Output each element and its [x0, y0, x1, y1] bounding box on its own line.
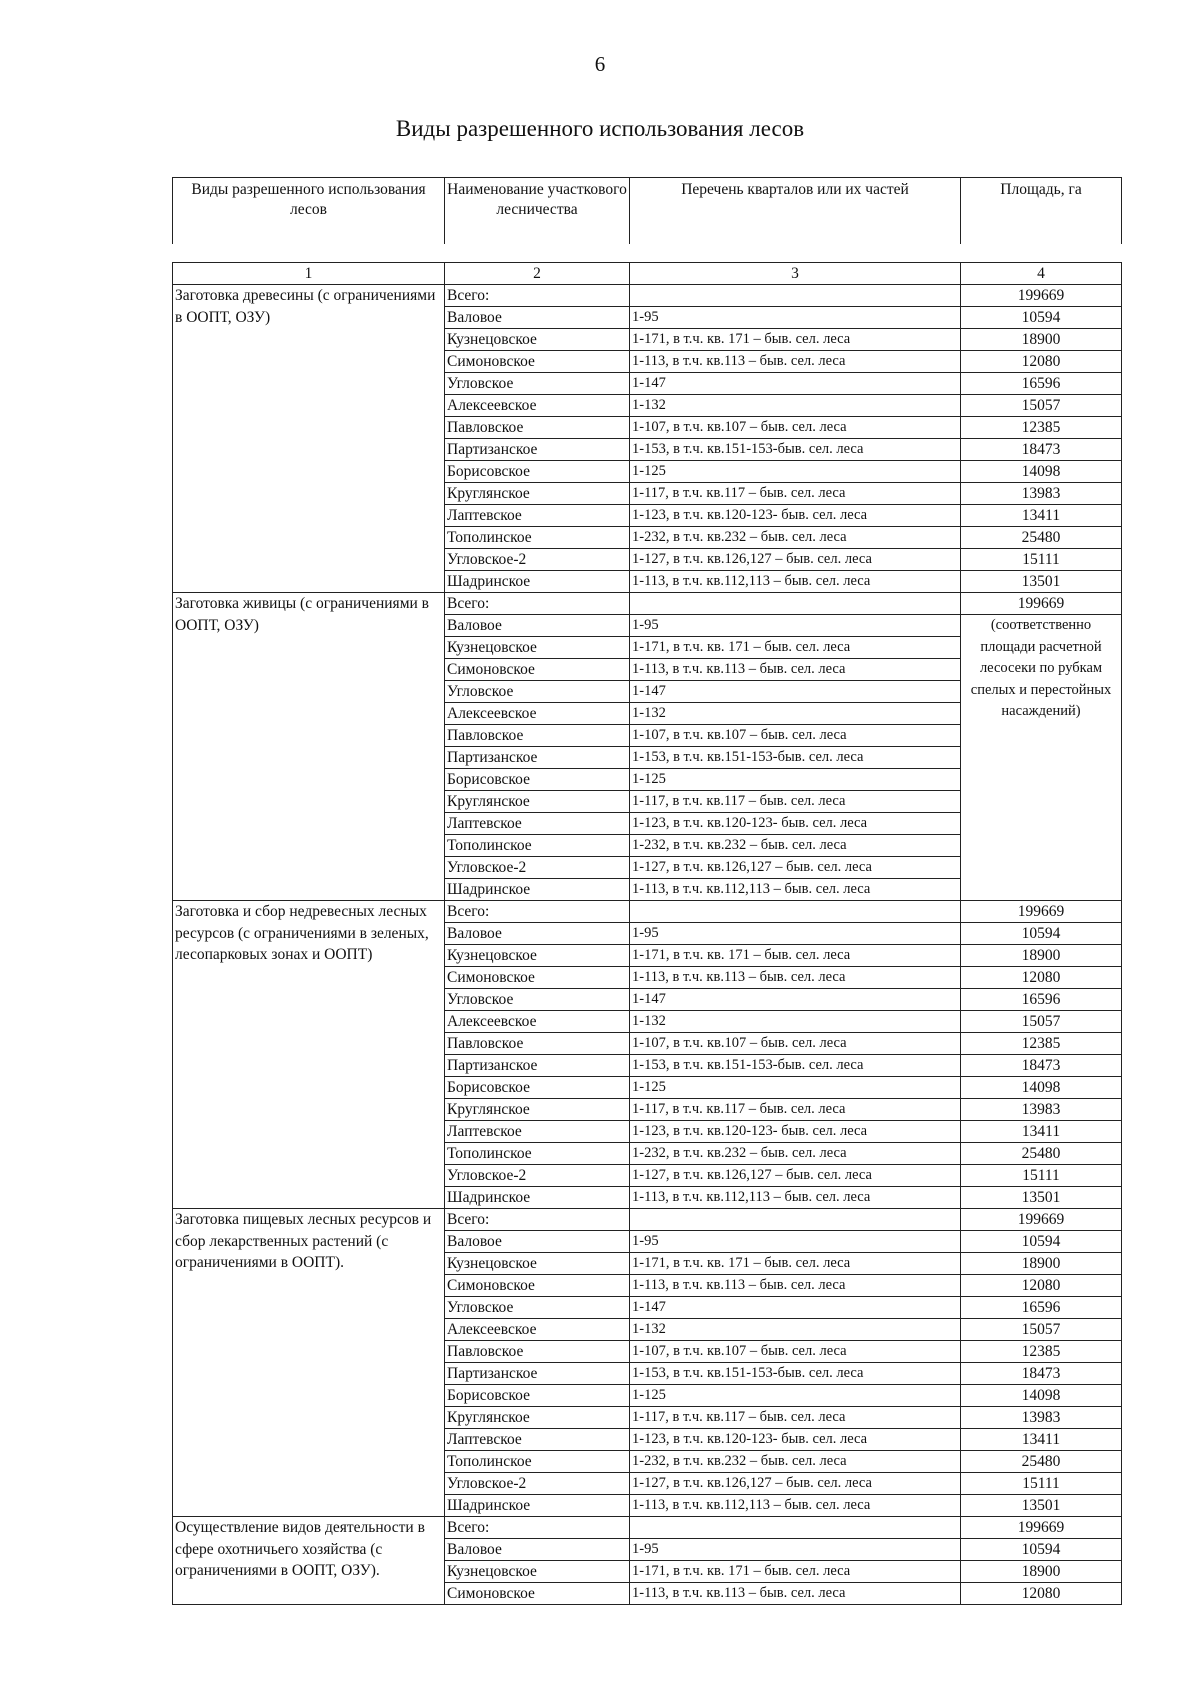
forestry-cell: Партизанское: [445, 747, 630, 769]
quarters-cell: 1-125: [630, 461, 961, 483]
forestry-cell: Кузнецовское: [445, 637, 630, 659]
column-number: 4: [961, 263, 1122, 285]
usage-type-cell: Заготовка пищевых лесных ресурсов и сбор лекарственных растений (с ограничениями в ООПТ).: [173, 1209, 445, 1517]
usage-type-cell: Заготовка древесины (с ограничениями в ООПТ, ОЗУ): [173, 285, 445, 593]
quarters-cell: 1-95: [630, 1539, 961, 1561]
area-cell: 10594: [961, 1539, 1122, 1561]
quarters-cell: 1-127, в т.ч. кв.126,127 – быв. сел. леса: [630, 1165, 961, 1187]
area-cell: 199669: [961, 1517, 1122, 1539]
forestry-cell: Лаптевское: [445, 1121, 630, 1143]
table-row-total: [173, 901, 1122, 923]
forestry-cell: Лаптевское: [445, 813, 630, 835]
forestry-cell: Борисовское: [445, 769, 630, 791]
quarters-cell: 1-153, в т.ч. кв.151-153-быв. сел. леса: [630, 1055, 961, 1077]
area-cell: 16596: [961, 373, 1122, 395]
header-quarters: Перечень кварталов или их частей: [630, 178, 961, 245]
forestry-cell: Шадринское: [445, 1187, 630, 1209]
quarters-cell: [630, 1517, 961, 1539]
quarters-cell: [630, 285, 961, 307]
area-cell: 199669: [961, 285, 1122, 307]
quarters-cell: [630, 901, 961, 923]
quarters-cell: 1-95: [630, 923, 961, 945]
forestry-cell: Круглянское: [445, 1407, 630, 1429]
forestry-cell: Партизанское: [445, 1363, 630, 1385]
quarters-cell: 1-171, в т.ч. кв. 171 – быв. сел. леса: [630, 329, 961, 351]
quarters-cell: 1-127, в т.ч. кв.126,127 – быв. сел. леса: [630, 1473, 961, 1495]
column-number-row: [173, 263, 1122, 285]
quarters-cell: 1-113, в т.ч. кв.113 – быв. сел. леса: [630, 351, 961, 373]
forestry-cell: Угловское-2: [445, 1473, 630, 1495]
area-cell: 199669: [961, 901, 1122, 923]
area-cell: 15111: [961, 1473, 1122, 1495]
quarters-cell: 1-132: [630, 703, 961, 725]
forestry-cell: Тополинское: [445, 527, 630, 549]
column-number: 1: [173, 263, 445, 285]
area-cell: 18900: [961, 329, 1122, 351]
area-cell: 14098: [961, 1385, 1122, 1407]
area-cell: 13983: [961, 1099, 1122, 1121]
forestry-cell: Угловское: [445, 1297, 630, 1319]
forestry-cell: Шадринское: [445, 571, 630, 593]
quarters-cell: 1-147: [630, 681, 961, 703]
forestry-cell: Лаптевское: [445, 1429, 630, 1451]
forestry-cell: Угловское-2: [445, 1165, 630, 1187]
quarters-cell: 1-147: [630, 373, 961, 395]
usage-type-cell: Осуществление видов деятельности в сфере охотничьего хозяйства (с ограничениями в ООПТ, ОЗУ).: [173, 1517, 445, 1605]
quarters-cell: 1-95: [630, 307, 961, 329]
quarters-cell: 1-171, в т.ч. кв. 171 – быв. сел. леса: [630, 1561, 961, 1583]
quarters-cell: 1-147: [630, 1297, 961, 1319]
quarters-cell: 1-113, в т.ч. кв.112,113 – быв. сел. леса: [630, 879, 961, 901]
forestry-cell: Павловское: [445, 417, 630, 439]
forestry-cell: Алексеевское: [445, 1011, 630, 1033]
quarters-cell: 1-107, в т.ч. кв.107 – быв. сел. леса: [630, 417, 961, 439]
forestry-cell: Угловское: [445, 681, 630, 703]
quarters-cell: 1-125: [630, 769, 961, 791]
quarters-cell: 1-107, в т.ч. кв.107 – быв. сел. леса: [630, 1341, 961, 1363]
quarters-cell: 1-113, в т.ч. кв.112,113 – быв. сел. леса: [630, 1495, 961, 1517]
forestry-cell: Круглянское: [445, 483, 630, 505]
quarters-cell: 1-95: [630, 615, 961, 637]
area-cell: 13411: [961, 505, 1122, 527]
forestry-cell: Валовое: [445, 307, 630, 329]
quarters-cell: 1-107, в т.ч. кв.107 – быв. сел. леса: [630, 1033, 961, 1055]
area-cell: 18900: [961, 1561, 1122, 1583]
area-cell: 15057: [961, 1319, 1122, 1341]
area-cell: 12385: [961, 1341, 1122, 1363]
forestry-cell: Валовое: [445, 1539, 630, 1561]
quarters-cell: 1-132: [630, 1319, 961, 1341]
forestry-cell: Симоновское: [445, 967, 630, 989]
quarters-cell: 1-153, в т.ч. кв.151-153-быв. сел. леса: [630, 747, 961, 769]
area-cell: 13501: [961, 1187, 1122, 1209]
forestry-cell: Борисовское: [445, 1385, 630, 1407]
quarters-cell: 1-232, в т.ч. кв.232 – быв. сел. леса: [630, 527, 961, 549]
area-cell: 12080: [961, 1275, 1122, 1297]
quarters-cell: 1-113, в т.ч. кв.113 – быв. сел. леса: [630, 1275, 961, 1297]
forestry-cell: Круглянское: [445, 791, 630, 813]
table-row-total: [173, 593, 1122, 615]
area-cell: 25480: [961, 527, 1122, 549]
quarters-cell: 1-113, в т.ч. кв.112,113 – быв. сел. леса: [630, 571, 961, 593]
quarters-cell: 1-123, в т.ч. кв.120-123- быв. сел. леса: [630, 505, 961, 527]
area-cell: 15111: [961, 549, 1122, 571]
area-cell: 18473: [961, 1363, 1122, 1385]
quarters-cell: 1-107, в т.ч. кв.107 – быв. сел. леса: [630, 725, 961, 747]
area-cell: 12385: [961, 1033, 1122, 1055]
forestry-cell: Алексеевское: [445, 395, 630, 417]
area-cell: 13411: [961, 1121, 1122, 1143]
area-cell: 25480: [961, 1143, 1122, 1165]
quarters-cell: 1-153, в т.ч. кв.151-153-быв. сел. леса: [630, 1363, 961, 1385]
forestry-cell: Шадринское: [445, 879, 630, 901]
forestry-cell: Тополинское: [445, 1143, 630, 1165]
quarters-cell: 1-117, в т.ч. кв.117 – быв. сел. леса: [630, 791, 961, 813]
quarters-cell: 1-153, в т.ч. кв.151-153-быв. сел. леса: [630, 439, 961, 461]
area-cell: 16596: [961, 1297, 1122, 1319]
forestry-cell: Валовое: [445, 1231, 630, 1253]
area-cell: 13501: [961, 1495, 1122, 1517]
quarters-cell: 1-113, в т.ч. кв.112,113 – быв. сел. леса: [630, 1187, 961, 1209]
quarters-cell: 1-127, в т.ч. кв.126,127 – быв. сел. леса: [630, 857, 961, 879]
header-usage-type: Виды разрешенного использования лесов: [173, 178, 445, 245]
quarters-cell: 1-123, в т.ч. кв.120-123- быв. сел. леса: [630, 1121, 961, 1143]
area-cell: 18900: [961, 1253, 1122, 1275]
quarters-cell: 1-95: [630, 1231, 961, 1253]
forestry-cell: Всего:: [445, 285, 630, 307]
quarters-cell: 1-147: [630, 989, 961, 1011]
forestry-cell: Всего:: [445, 593, 630, 615]
area-cell: 18473: [961, 1055, 1122, 1077]
forestry-cell: Угловское: [445, 989, 630, 1011]
area-cell: 18473: [961, 439, 1122, 461]
forestry-cell: Симоновское: [445, 1275, 630, 1297]
forestry-cell: Павловское: [445, 1341, 630, 1363]
quarters-cell: 1-171, в т.ч. кв. 171 – быв. сел. леса: [630, 637, 961, 659]
quarters-cell: 1-123, в т.ч. кв.120-123- быв. сел. леса: [630, 813, 961, 835]
document-title: Виды разрешенного использования лесов: [395, 116, 805, 141]
area-cell: 13501: [961, 571, 1122, 593]
table-header: [172, 177, 1122, 244]
area-cell: 10594: [961, 923, 1122, 945]
table-row-total: [173, 1517, 1122, 1539]
quarters-cell: 1-171, в т.ч. кв. 171 – быв. сел. леса: [630, 945, 961, 967]
quarters-cell: 1-232, в т.ч. кв.232 – быв. сел. леса: [630, 1451, 961, 1473]
forestry-cell: Кузнецовское: [445, 1253, 630, 1275]
area-cell: 14098: [961, 1077, 1122, 1099]
area-cell: 10594: [961, 307, 1122, 329]
forestry-cell: Лаптевское: [445, 505, 630, 527]
quarters-cell: [630, 593, 961, 615]
forestry-cell: Круглянское: [445, 1099, 630, 1121]
forestry-cell: Кузнецовское: [445, 1561, 630, 1583]
forestry-cell: Всего:: [445, 901, 630, 923]
quarters-cell: 1-123, в т.ч. кв.120-123- быв. сел. леса: [630, 1429, 961, 1451]
area-cell: 13983: [961, 483, 1122, 505]
quarters-cell: 1-113, в т.ч. кв.113 – быв. сел. леса: [630, 967, 961, 989]
table-row-total: [173, 1209, 1122, 1231]
usage-type-cell: Заготовка живицы (с ограничениями в ООПТ, ОЗУ): [173, 593, 445, 901]
quarters-cell: 1-127, в т.ч. кв.126,127 – быв. сел. леса: [630, 549, 961, 571]
header-area: Площадь, га: [961, 178, 1122, 245]
area-cell: 15057: [961, 1011, 1122, 1033]
area-cell: 13983: [961, 1407, 1122, 1429]
area-cell: 15057: [961, 395, 1122, 417]
forestry-cell: Кузнецовское: [445, 329, 630, 351]
forestry-cell: Угловское-2: [445, 549, 630, 571]
area-cell: 12385: [961, 417, 1122, 439]
quarters-cell: 1-117, в т.ч. кв.117 – быв. сел. леса: [630, 1099, 961, 1121]
table-row-total: [173, 285, 1122, 307]
quarters-cell: [630, 1209, 961, 1231]
forestry-cell: Тополинское: [445, 835, 630, 857]
forestry-cell: Борисовское: [445, 461, 630, 483]
forestry-cell: Всего:: [445, 1209, 630, 1231]
forestry-cell: Павловское: [445, 725, 630, 747]
quarters-cell: 1-113, в т.ч. кв.113 – быв. сел. леса: [630, 659, 961, 681]
area-cell: 13411: [961, 1429, 1122, 1451]
page-number: 6: [594, 52, 606, 76]
forestry-cell: Павловское: [445, 1033, 630, 1055]
column-number: 2: [445, 263, 630, 285]
forestry-cell: Симоновское: [445, 351, 630, 373]
forestry-cell: Валовое: [445, 615, 630, 637]
quarters-cell: 1-132: [630, 1011, 961, 1033]
area-cell: 25480: [961, 1451, 1122, 1473]
area-cell: 12080: [961, 351, 1122, 373]
column-number: 3: [630, 263, 961, 285]
forestry-cell: Симоновское: [445, 659, 630, 681]
usage-type-cell: Заготовка и сбор недревесных лесных ресурсов (с ограничениями в зеленых, лесопарковых зонах и ООПТ): [173, 901, 445, 1209]
quarters-cell: 1-132: [630, 395, 961, 417]
area-cell: 199669: [961, 593, 1122, 615]
forestry-cell: Партизанское: [445, 1055, 630, 1077]
quarters-cell: 1-117, в т.ч. кв.117 – быв. сел. леса: [630, 483, 961, 505]
quarters-cell: 1-232, в т.ч. кв.232 – быв. сел. леса: [630, 1143, 961, 1165]
area-note-cell: (соответственно площади расчетной лесосеки по рубкам спелых и перестойных насаждений): [961, 615, 1122, 901]
area-cell: 18900: [961, 945, 1122, 967]
forestry-cell: Борисовское: [445, 1077, 630, 1099]
header-forestry: Наименование участкового лесничества: [445, 178, 630, 245]
usage-table: [172, 262, 1122, 1605]
area-cell: 15111: [961, 1165, 1122, 1187]
forestry-cell: Шадринское: [445, 1495, 630, 1517]
area-cell: 10594: [961, 1231, 1122, 1253]
quarters-cell: 1-232, в т.ч. кв.232 – быв. сел. леса: [630, 835, 961, 857]
forestry-cell: Валовое: [445, 923, 630, 945]
quarters-cell: 1-125: [630, 1077, 961, 1099]
area-cell: 12080: [961, 1583, 1122, 1605]
quarters-cell: 1-125: [630, 1385, 961, 1407]
forestry-cell: Алексеевское: [445, 1319, 630, 1341]
area-cell: 199669: [961, 1209, 1122, 1231]
quarters-cell: 1-117, в т.ч. кв.117 – быв. сел. леса: [630, 1407, 961, 1429]
forestry-cell: Алексеевское: [445, 703, 630, 725]
forestry-cell: Тополинское: [445, 1451, 630, 1473]
area-cell: 16596: [961, 989, 1122, 1011]
forestry-cell: Партизанское: [445, 439, 630, 461]
area-cell: 14098: [961, 461, 1122, 483]
quarters-cell: 1-113, в т.ч. кв.113 – быв. сел. леса: [630, 1583, 961, 1605]
forestry-cell: Кузнецовское: [445, 945, 630, 967]
forestry-cell: Угловское-2: [445, 857, 630, 879]
area-cell: 12080: [961, 967, 1122, 989]
forestry-cell: Симоновское: [445, 1583, 630, 1605]
forestry-cell: Всего:: [445, 1517, 630, 1539]
forestry-cell: Угловское: [445, 373, 630, 395]
quarters-cell: 1-171, в т.ч. кв. 171 – быв. сел. леса: [630, 1253, 961, 1275]
